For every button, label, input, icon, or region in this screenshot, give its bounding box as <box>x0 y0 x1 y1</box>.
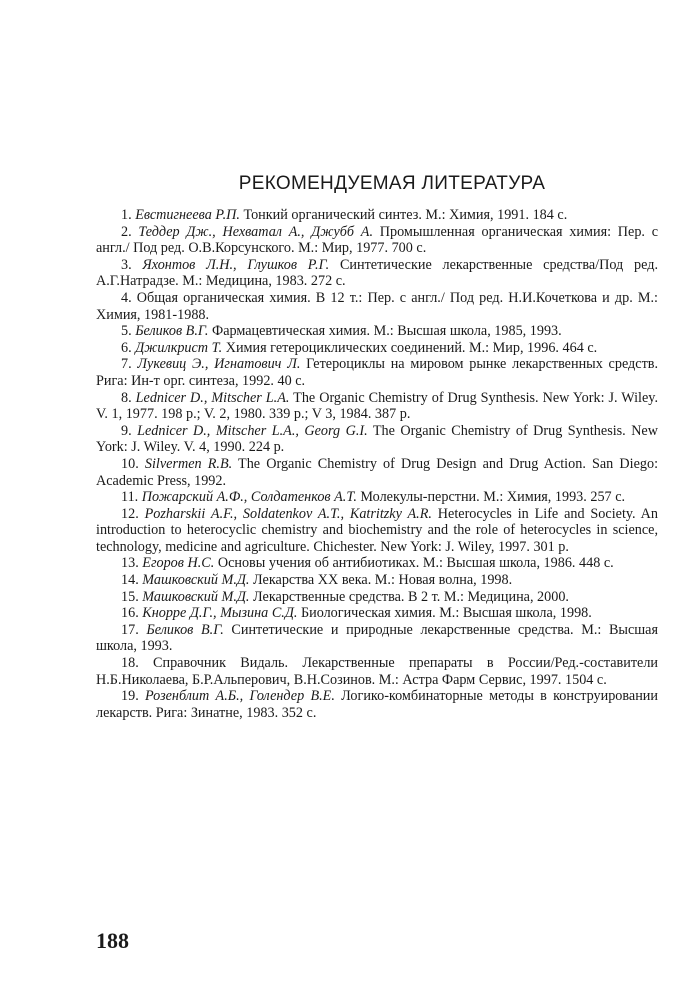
reference-text: Молекулы-перстни. М.: Химия, 1993. 257 с. <box>360 489 626 506</box>
reference-item <box>96 622 658 655</box>
reference-item <box>96 323 658 340</box>
reference-text: The Organic Chemistry of Drug Synthesis. New York: J. Wiley. V. 1, 1977. 198 p.; V. 2, 1980. 339 p.; V 3, 1984. 387 p. <box>96 389 659 423</box>
reference-authors: Lednicer D., Mitscher L.A. <box>135 389 290 406</box>
reference-item <box>96 257 658 290</box>
reference-authors: Евстигнеева Р.П. <box>135 207 240 223</box>
reference-text: Общая органическая химия. В 12 т.: Пер. с англ./ Под ред. Н.И.Кочеткова и др. М.: Химия, 1981-1988. <box>96 289 659 323</box>
reference-item <box>96 224 658 257</box>
reference-authors: Машковский М.Д. <box>142 572 250 589</box>
reference-text: Промышленная органическая химия: Пер. с англ./ Под ред. О.В.Корсунского. М.: Мир, 1977. 700 с. <box>96 223 659 257</box>
reference-number: 6. <box>121 339 132 356</box>
reference-authors: Машковский М.Д. <box>142 588 250 605</box>
reference-item <box>96 290 658 323</box>
reference-authors: Теддер Дж., Нехватал А., Джубб А. <box>138 223 373 240</box>
reference-text: Логико-комбинаторные методы в конструировании лекарств. Рига: Зинатне, 1983. 352 с. <box>96 688 658 721</box>
reference-authors: Лукевиц Э., Игнатович Л. <box>137 356 301 373</box>
reference-item <box>96 589 658 606</box>
reference-item <box>96 572 658 589</box>
reference-number: 10. <box>121 455 139 472</box>
reference-text: The Organic Chemistry of Drug Synthesis. New York: J. Wiley. V. 4, 1990. 224 p. <box>96 422 658 456</box>
page-number: 188 <box>96 928 129 953</box>
reference-number: 18. <box>121 655 139 672</box>
reference-authors: Джилкрист Т. <box>135 339 223 356</box>
reference-number: 1. <box>121 207 132 223</box>
reference-number: 3. <box>121 256 132 273</box>
reference-text: Основы учения об антибиотиках. М.: Высшая школа, 1986. 448 с. <box>217 555 614 572</box>
reference-authors: Беликов В.Г. <box>135 323 209 340</box>
reference-number: 14. <box>121 572 139 589</box>
reference-text: Синтетические и природные лекарственные средства. М.: Высшая школа, 1993. <box>96 621 659 655</box>
reference-number: 7. <box>121 356 132 373</box>
reference-number: 2. <box>121 223 132 240</box>
reference-item <box>96 207 658 224</box>
reference-text: Справочник Видаль. Лекарственные препараты в России/Ред.-составители Н.Б.Николаева, Б.Р.Альперович, В.Н.Созинов. М.: Астра Фарм Сервис, 1997. 1504 с. <box>96 655 659 688</box>
reference-authors: Розенблит А.Б., Голендер В.Е. <box>145 688 335 705</box>
reference-number: 11. <box>121 489 139 506</box>
reference-number: 13. <box>121 555 139 572</box>
reference-text: The Organic Chemistry of Drug Design and Drug Action. San Diego: Academic Press, 1992. <box>96 455 659 489</box>
reference-item <box>96 605 658 622</box>
reference-item <box>96 506 658 556</box>
reference-item <box>96 423 658 456</box>
reference-authors: Lednicer D., Mitscher L.A., Georg G.I. <box>137 422 368 439</box>
reference-authors: Кнорре Д.Г., Мызина С.Д. <box>142 605 298 622</box>
reference-item <box>96 489 658 506</box>
reference-text: Синтетические лекарственные средства/Под ред. А.Г.Натрадзе. М.: Медицина, 1983. 272 с. <box>96 256 659 290</box>
page-content <box>96 172 658 721</box>
reference-item <box>96 688 658 721</box>
reference-text: Тонкий органический синтез. М.: Химия, 1991. 184 с. <box>243 207 568 223</box>
reference-authors: Pozharskii A.F., Soldatenkov A.T., Katritzky A.R. <box>144 505 432 522</box>
reference-item <box>96 456 658 489</box>
reference-authors: Беликов В.Г. <box>146 621 224 638</box>
reference-text: Лекарственные средства. В 2 т. М.: Медицина, 2000. <box>253 588 569 605</box>
reference-authors: Яхонтов Л.Н., Глушков Р.Г. <box>142 256 330 273</box>
reference-authors: Пожарский А.Ф., Солдатенков А.Т. <box>141 489 357 506</box>
reference-item <box>96 390 658 423</box>
reference-number: 5. <box>121 323 132 340</box>
reference-item <box>96 555 658 572</box>
reference-number: 9. <box>121 422 132 439</box>
reference-number: 12. <box>121 505 139 522</box>
reference-item <box>96 655 658 688</box>
reference-authors: Silvermen R.B. <box>144 455 233 472</box>
reference-list <box>96 207 658 721</box>
reference-text: Heterocycles in Life and Society. An introduction to heterocyclic chemistry and biochemistry and the role of heterocycles in science, technology, medicine and agriculture. Chichester. New York: J. Wiley, 1997. 301 p. <box>96 505 659 555</box>
reference-number: 16. <box>121 605 139 622</box>
reference-number: 17. <box>121 621 139 638</box>
page-heading: РЕКОМЕНДУЕМАЯ ЛИТЕРАТУРА <box>238 173 546 194</box>
reference-item <box>96 356 658 389</box>
reference-number: 4. <box>121 289 132 306</box>
reference-number: 15. <box>121 588 139 605</box>
reference-number: 19. <box>121 688 139 705</box>
reference-item <box>96 340 658 357</box>
reference-text: Биологическая химия. М.: Высшая школа, 1998. <box>300 605 592 622</box>
reference-text: Лекарства XX века. М.: Новая волна, 1998. <box>253 572 513 589</box>
reference-number: 8. <box>121 389 132 406</box>
reference-authors: Егоров Н.С. <box>142 555 215 572</box>
reference-text: Гетероциклы на мировом рынке лекарственных средств. Рига: Ин-т орг. синтеза, 1992. 40 с. <box>96 356 659 389</box>
reference-text: Химия гетероциклических соединений. М.: Мир, 1996. 464 с. <box>225 339 598 356</box>
reference-text: Фармацевтическая химия. М.: Высшая школа, 1985, 1993. <box>211 323 562 340</box>
